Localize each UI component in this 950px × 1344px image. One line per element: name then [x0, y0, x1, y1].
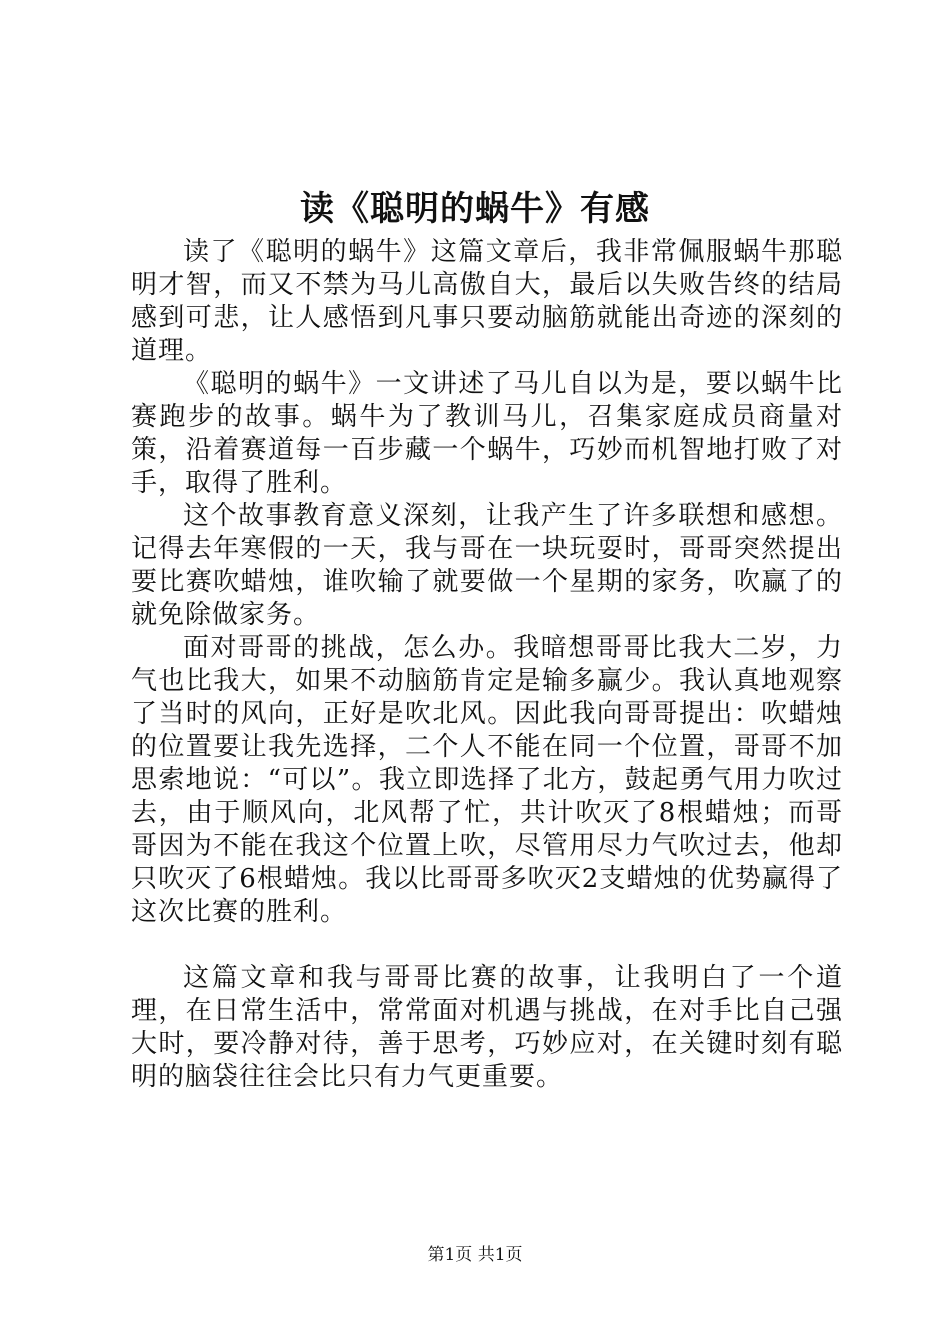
page-number-footer: 第1页 共1页	[427, 1245, 523, 1265]
document-title: 读《聪明的蜗牛》有感	[300, 189, 650, 229]
paragraph-3: 这个故事教育意义深刻，让我产生了许多联想和感想。记得去年寒假的一天，我与哥在一块玩耍时，哥哥突然提出要比赛吹蜡烛，谁吹输了就要做一个星期的家务，吹赢了的就免除做家务。	[131, 501, 843, 630]
paragraph-1: 读了《聪明的蜗牛》这篇文章后，我非常佩服蜗牛那聪明才智，而又不禁为马儿高傲自大，最后以失败告终的结局感到可悲，让人感悟到凡事只要动脑筋就能出奇迹的深刻的道理。	[131, 237, 843, 366]
paragraph-2: 《聪明的蜗牛》一文讲述了马儿自以为是，要以蜗牛比赛跑步的故事。蜗牛为了教训马儿，召集家庭成员商量对策，沿着赛道每一百步藏一个蜗牛，巧妙而机智地打败了对手，取得了胜利。	[131, 369, 843, 498]
document-body	[131, 236, 843, 1094]
paragraph-5: 这篇文章和我与哥哥比赛的故事，让我明白了一个道理，在日常生活中，常常面对机遇与挑战，在对手比自己强大时，要冷静对待，善于思考，巧妙应对，在关键时刻有聪明的脑袋往往会比只有力气更重要。	[131, 963, 843, 1092]
paragraph-4: 面对哥哥的挑战，怎么办。我暗想哥哥比我大二岁，力气也比我大，如果不动脑筋肯定是输多赢少。我认真地观察了当时的风向，正好是吹北风。因此我向哥哥提出：吹蜡烛的位置要让我先选择，二个人不能在同一个位置，哥哥不加思索地说：“可以”。我立即选择了北方，鼓起勇气用力吹过去，由于顺风向，北风帮了忙，共计吹灭了8根蜡烛；而哥哥因为不能在我这个位置上吹，尽管用尽力气吹过去，他却只吹灭了6根蜡烛。我以比哥哥多吹灭2支蜡烛的优势赢得了这次比赛的胜利。	[131, 633, 843, 927]
